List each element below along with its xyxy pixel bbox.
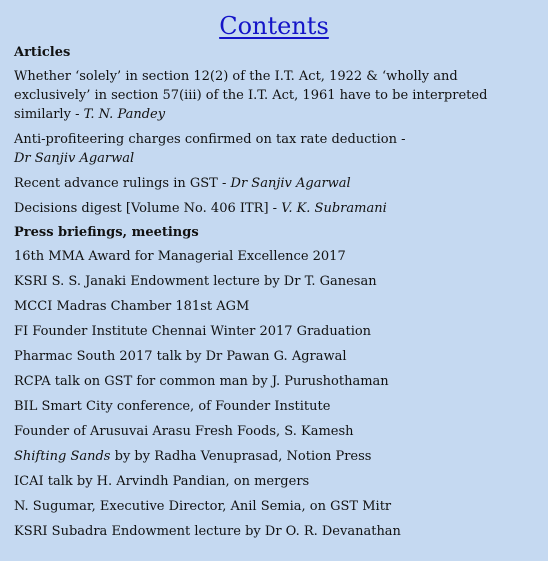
press-item-ksri-subadra[interactable]: KSRI Subadra Endowment lecture by Dr O. R. Devanathan — [14, 524, 401, 539]
press-item-shifting-sands[interactable] — [14, 447, 534, 466]
article-item-author: Dr Sanjiv Agarwal — [230, 176, 351, 191]
press-item-rcpa-gst[interactable]: RCPA talk on GST for common man by J. Purushothaman — [14, 374, 389, 389]
article-item-advance-rulings[interactable] — [14, 174, 534, 193]
article-item-decisions-digest[interactable] — [14, 199, 534, 218]
article-item-author: Dr Sanjiv Agarwal — [14, 151, 135, 166]
articles-heading: Articles — [14, 45, 71, 60]
article-item-text: Whether ‘solely’ in section 12(2) of the I.T. Act, 1922 & ‘wholly and exclusively’ in section 57(iii) of the I.T. Act, 1961 have to be interpreted similarly - — [14, 69, 488, 122]
press-item-founder-institute[interactable]: FI Founder Institute Chennai Winter 2017 Graduation — [14, 324, 372, 339]
press-item-gst-mitr[interactable]: N. Sugumar, Executive Director, Anil Semia, on GST Mitr — [14, 499, 392, 514]
article-item-solely-wholly[interactable] — [14, 67, 534, 124]
contents-title-link[interactable]: Contents — [219, 12, 329, 40]
press-item-ksri-janaki[interactable]: KSRI S. S. Janaki Endowment lecture by Dr T. Ganesan — [14, 274, 377, 289]
article-item-text: Recent advance rulings in GST - — [14, 176, 231, 191]
book-byline: by by Radha Venuprasad, Notion Press — [110, 449, 372, 464]
article-item-text: Decisions digest [Volume No. 406 ITR] - — [14, 201, 282, 216]
article-item-author: T. N. Pandey — [83, 107, 166, 122]
article-item-anti-profiteering[interactable] — [14, 130, 534, 168]
press-item-bil-smart-city[interactable]: BIL Smart City conference, of Founder Institute — [14, 399, 331, 414]
press-heading: Press briefings, meetings — [14, 225, 199, 240]
article-item-author: V. K. Subramani — [281, 201, 387, 216]
contents-title[interactable] — [14, 10, 534, 42]
press-item-mcci-agm[interactable]: MCCI Madras Chamber 181st AGM — [14, 299, 250, 314]
book-title: Shifting Sands — [14, 449, 111, 464]
press-item-mma-award[interactable]: 16th MMA Award for Managerial Excellence 2017 — [14, 249, 346, 264]
article-item-text: Anti-profiteering charges confirmed on tax rate deduction - — [14, 132, 406, 147]
press-item-arusuvai-arasu[interactable]: Founder of Arusuvai Arasu Fresh Foods, S. Kamesh — [14, 424, 354, 439]
press-item-icai-mergers[interactable]: ICAI talk by H. Arvindh Pandian, on mergers — [14, 474, 310, 489]
press-item-pharmac-south[interactable]: Pharmac South 2017 talk by Dr Pawan G. Agrawal — [14, 349, 347, 364]
